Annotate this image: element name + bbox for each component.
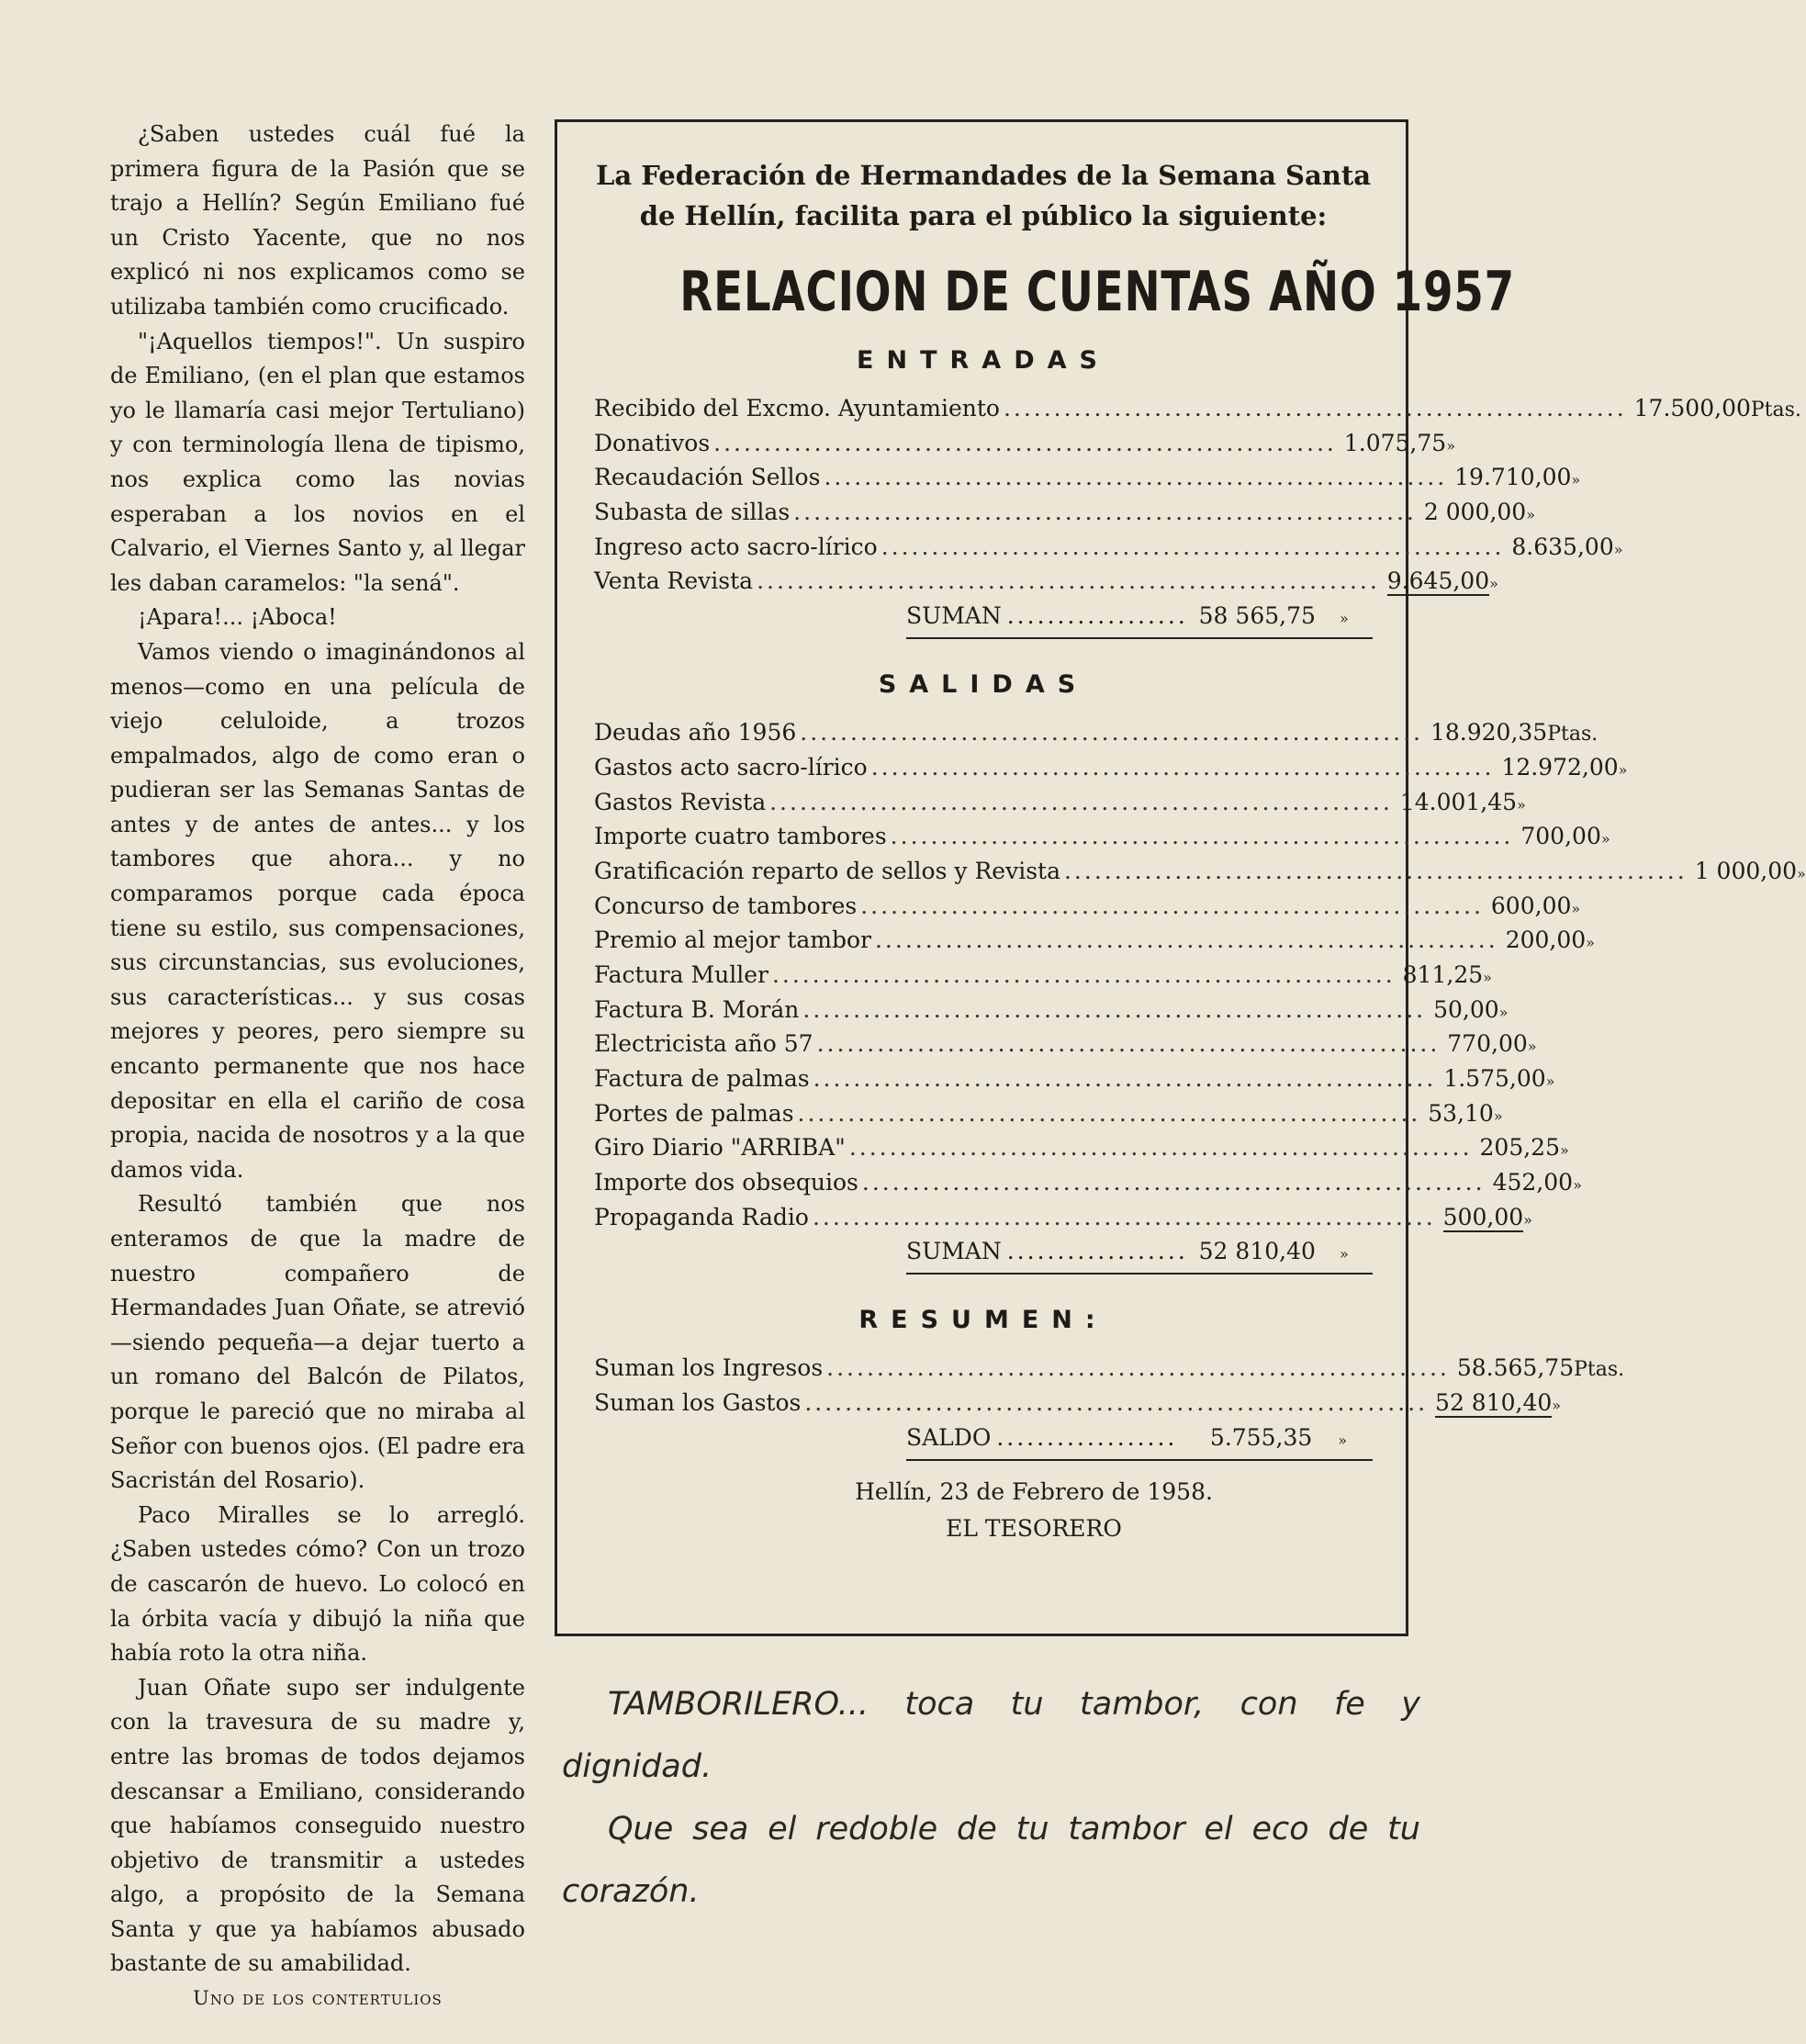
leader-dots: .............................................................. bbox=[769, 788, 1393, 815]
exhortation bbox=[562, 1673, 1420, 1923]
total-amount: 52 810,40 bbox=[1198, 1238, 1316, 1265]
paragraph: Resultó también que nos enteramos de que la madre de nuestro compañero de Hermandades Juan Oñate, se atrevió—siendo pequeña—a dejar tuerto a un romano del Balcón de Pilatos, porque le pareció que no miraba al Señor con buenos ojos. (El padre era Sacristán del Rosario). bbox=[110, 1191, 525, 1494]
paragraph: ¿Saben ustedes cuál fué la primera figura de la Pasión que se trajo a Hellín? Según Emiliano fué un Cristo Yacente, que no nos explicó ni nos explicamos como se utilizaba también como crucificado. bbox=[110, 121, 525, 320]
entradas-table bbox=[594, 395, 1801, 602]
row-unit: » bbox=[1526, 506, 1535, 524]
row-amount: 1 000,00 bbox=[1694, 857, 1798, 884]
row-amount: 1.575,00 bbox=[1443, 1065, 1546, 1092]
leader-dots: .................. bbox=[1006, 1238, 1188, 1265]
row-unit: Ptas. bbox=[1750, 399, 1801, 421]
row-label: Subasta de sillas bbox=[594, 499, 791, 526]
table-row bbox=[594, 1134, 1569, 1169]
table-row bbox=[594, 533, 1623, 568]
row-label: Suman los Gastos bbox=[594, 1389, 802, 1417]
row-amount: 452,00 bbox=[1492, 1169, 1574, 1196]
table-row bbox=[594, 995, 1509, 1031]
leader-dots: .............................................................. bbox=[881, 533, 1505, 560]
row-amount: 8.635,00 bbox=[1511, 533, 1614, 560]
table-row bbox=[594, 1389, 1562, 1424]
left-column bbox=[110, 118, 525, 2016]
row-amount: 2 000,00 bbox=[1423, 499, 1527, 526]
row-label: Giro Diario "ARRIBA" bbox=[594, 1134, 846, 1162]
row-unit: » bbox=[1483, 968, 1492, 986]
row-label: Donativos bbox=[594, 429, 711, 456]
row-amount: 700,00 bbox=[1520, 823, 1601, 850]
row-label: Gratificación reparto de sellos y Revista bbox=[594, 857, 1060, 884]
row-amount: 50,00 bbox=[1433, 995, 1499, 1023]
table-row bbox=[594, 499, 1535, 533]
report-title: RELACION DE CUENTAS AÑO 1957 bbox=[679, 260, 1516, 324]
row-unit: » bbox=[1446, 436, 1455, 455]
leader-dots: .................. bbox=[1006, 602, 1188, 630]
leader-dots: .............................................................. bbox=[797, 1099, 1421, 1127]
row-label: Importe cuatro tambores bbox=[594, 823, 887, 850]
total-amount: 5.755,35 bbox=[1209, 1423, 1313, 1451]
total-amount: 58 565,75 bbox=[1198, 602, 1316, 630]
saldo-row bbox=[906, 1424, 1373, 1461]
row-unit: » bbox=[1498, 1003, 1509, 1021]
salidas-total-row bbox=[906, 1238, 1373, 1275]
leader-dots: .............................................................. bbox=[812, 1203, 1436, 1230]
total-unit: » bbox=[1340, 1245, 1349, 1263]
total-label: SUMAN bbox=[906, 602, 1002, 630]
row-label: Suman los Ingresos bbox=[594, 1354, 824, 1382]
leader-dots: .............................................................. bbox=[816, 1030, 1441, 1058]
resumen-table bbox=[594, 1354, 1625, 1423]
row-unit: » bbox=[1493, 1106, 1503, 1125]
row-label: Factura B. Morán bbox=[594, 995, 800, 1023]
leader-dots: .............................................................. bbox=[826, 1354, 1450, 1382]
row-unit: » bbox=[1489, 575, 1498, 593]
row-amount: 18.920,35 bbox=[1430, 719, 1548, 747]
total-label: SUMAN bbox=[906, 1238, 1002, 1265]
table-row bbox=[594, 464, 1581, 499]
row-amount: 600,00 bbox=[1490, 892, 1572, 919]
row-unit: » bbox=[1545, 1073, 1555, 1090]
row-unit: » bbox=[1552, 1397, 1562, 1415]
row-unit: » bbox=[1618, 760, 1628, 779]
row-unit: » bbox=[1571, 471, 1581, 489]
total-underline bbox=[906, 637, 1373, 639]
row-label: Recaudación Sellos bbox=[594, 464, 821, 491]
exhortation-line-2: Que sea el redoble de tu tambor el eco de tu corazón. bbox=[562, 1811, 1420, 1910]
table-row bbox=[594, 1030, 1537, 1065]
row-label: Ingreso acto sacro-lírico bbox=[594, 533, 878, 560]
paragraph: ¡Apara!... ¡Aboca! bbox=[138, 604, 337, 631]
table-row bbox=[594, 567, 1498, 602]
row-label: Factura Muller bbox=[594, 960, 768, 988]
row-unit: Ptas. bbox=[1547, 723, 1598, 747]
total-unit: » bbox=[1340, 610, 1349, 628]
entradas-total-row bbox=[906, 602, 1373, 639]
row-amount: 53,10 bbox=[1428, 1099, 1494, 1127]
total-unit: » bbox=[1338, 1431, 1348, 1449]
table-row bbox=[594, 395, 1801, 430]
table-row bbox=[594, 788, 1526, 824]
row-label: Importe dos obsequios bbox=[594, 1169, 858, 1196]
row-amount: 1.075,75 bbox=[1343, 429, 1447, 456]
leader-dots: .............................................................. bbox=[800, 719, 1423, 747]
date-line: Hellín, 23 de Febrero de 1958. bbox=[855, 1477, 1213, 1505]
table-row bbox=[594, 753, 1628, 789]
row-unit: » bbox=[1560, 1141, 1569, 1160]
row-unit: » bbox=[1517, 795, 1526, 814]
total-label: SALDO bbox=[906, 1423, 992, 1451]
total-underline bbox=[906, 1459, 1373, 1461]
table-row bbox=[594, 960, 1492, 996]
table-row bbox=[594, 1169, 1582, 1204]
table-row bbox=[594, 1354, 1625, 1389]
row-amount: 17.500,00 bbox=[1633, 395, 1751, 421]
salidas-table bbox=[594, 719, 1806, 1238]
row-label: Propaganda Radio bbox=[594, 1203, 809, 1230]
leader-dots: .............................................................. bbox=[824, 464, 1448, 491]
table-row bbox=[594, 892, 1581, 927]
row-unit: » bbox=[1523, 1210, 1532, 1229]
leader-dots: .............................................................. bbox=[813, 1065, 1437, 1092]
row-label: Premio al mejor tambor bbox=[594, 927, 871, 954]
row-amount: 770,00 bbox=[1447, 1030, 1528, 1058]
paragraph: Juan Oñate supo ser indulgente con la travesura de su madre y, entre las bromas de todos dejamos descansar a Emiliano, considerando que habíamos conseguido nuestro objetivo de transmitir a ustedes algo, a propósito de la Semana Santa y que ya habíamos abusado bastante de su amabilidad. bbox=[110, 1674, 525, 1977]
leader-dots: .............................................................. bbox=[771, 960, 1396, 988]
row-label: Gastos acto sacro-lírico bbox=[594, 753, 868, 781]
row-label: Factura de palmas bbox=[594, 1065, 810, 1092]
row-label: Portes de palmas bbox=[594, 1099, 794, 1127]
signer: EL TESORERO bbox=[946, 1514, 1122, 1542]
exhortation-line-1: TAMBORILERO... toca tu tambor, con fe y dignidad. bbox=[562, 1686, 1420, 1785]
row-label: Deudas año 1956 bbox=[594, 719, 797, 747]
accounts-report-box bbox=[555, 119, 1806, 1636]
row-unit: » bbox=[1586, 934, 1595, 952]
leader-dots: .............................................................. bbox=[874, 927, 1498, 954]
leader-dots: .............................................................. bbox=[804, 1389, 1429, 1417]
leader-dots: .............................................................. bbox=[848, 1134, 1473, 1162]
leader-dots: .............................................................. bbox=[1063, 857, 1688, 884]
table-row bbox=[594, 1099, 1503, 1135]
row-amount: 205,25 bbox=[1479, 1134, 1560, 1162]
total-underline bbox=[906, 1273, 1373, 1275]
row-unit: » bbox=[1571, 899, 1581, 917]
paragraph: Vamos viendo o imaginándonos al menos—como en una película de viejo celuloide, a trozos empalmados, algo de como eran o pudieran ser las Semanas Santas de antes y de antes de antes... y los tambores que ahora... y no comparamos porque cada época tiene su estilo, sus compensaciones, sus circunstancias, sus evoluciones, sus características... y sus cosas mejores y peores, pero siempre su encanto permanente que nos hace depositar en ella el cariño de cosa propia, nacida de nosotros y a la que damos vida. bbox=[110, 638, 525, 1183]
entradas-heading: ENTRADAS bbox=[857, 346, 1110, 375]
leader-dots: .............................................................. bbox=[1003, 395, 1627, 421]
table-row bbox=[594, 857, 1806, 893]
leader-dots: .............................................................. bbox=[802, 995, 1427, 1023]
leader-dots: .............................................................. bbox=[870, 753, 1495, 781]
resumen-heading: RESUMEN: bbox=[858, 1306, 1108, 1335]
table-row bbox=[594, 1203, 1532, 1239]
row-amount: 58.565,75 bbox=[1456, 1354, 1575, 1382]
paragraph: "¡Aquellos tiempos!". Un suspiro de Emiliano, (en el plan que estamos yo le llamaría casi mejor Tertuliano) y con terminología llena de tipismo, nos explica como las novias esperaban a los novios en el Calvario, el Viernes Santo y, al llegar les daban caramelos: "la sená". bbox=[110, 328, 525, 596]
row-amount: 811,25 bbox=[1402, 960, 1484, 988]
row-unit: Ptas. bbox=[1574, 1358, 1625, 1382]
table-row bbox=[594, 719, 1598, 754]
article-signature: Uno de los contertulios bbox=[193, 1987, 443, 2010]
row-unit: » bbox=[1573, 1176, 1582, 1195]
leader-dots: .............................................................. bbox=[861, 1169, 1486, 1196]
row-amount: 200,00 bbox=[1505, 927, 1587, 954]
row-amount: 500,00 bbox=[1442, 1203, 1524, 1230]
salidas-heading: SALIDAS bbox=[878, 670, 1089, 700]
table-row bbox=[594, 429, 1455, 465]
leader-dots: .................. bbox=[996, 1423, 1178, 1451]
leader-dots: .............................................................. bbox=[793, 499, 1417, 526]
leader-dots: .............................................................. bbox=[860, 892, 1484, 919]
row-label: Recibido del Excmo. Ayuntamiento bbox=[594, 395, 1000, 421]
paragraph: Paco Miralles se lo arregló. ¿Saben ustedes cómo? Con un trozo de cascarón de huevo. Lo colocó en la órbita vacía y dibujó la niña que había roto la otra niña. bbox=[110, 1501, 525, 1667]
row-unit: » bbox=[1613, 540, 1623, 558]
row-label: Concurso de tambores bbox=[594, 892, 858, 919]
row-label: Gastos Revista bbox=[594, 788, 767, 815]
leader-dots: .............................................................. bbox=[713, 429, 1337, 456]
row-amount: 19.710,00 bbox=[1454, 464, 1572, 491]
row-label: Venta Revista bbox=[594, 567, 754, 595]
table-row bbox=[594, 927, 1595, 961]
row-label: Electricista año 57 bbox=[594, 1030, 813, 1058]
row-amount: 14.001,45 bbox=[1399, 788, 1518, 815]
federation-line-2: de Hellín, facilita para el público la siguiente: bbox=[639, 200, 1328, 231]
leader-dots: .............................................................. bbox=[890, 823, 1514, 850]
row-amount: 52 810,40 bbox=[1435, 1389, 1553, 1417]
row-unit: » bbox=[1527, 1038, 1537, 1056]
row-unit: » bbox=[1600, 830, 1610, 848]
row-amount: 9.645,00 bbox=[1386, 567, 1490, 595]
leader-dots: .............................................................. bbox=[757, 567, 1380, 595]
table-row bbox=[594, 1065, 1555, 1100]
row-unit: » bbox=[1797, 864, 1806, 882]
table-row bbox=[594, 823, 1610, 858]
row-amount: 12.972,00 bbox=[1501, 753, 1619, 781]
federation-line-1: La Federación de Hermandades de la Semana Santa bbox=[595, 160, 1372, 191]
